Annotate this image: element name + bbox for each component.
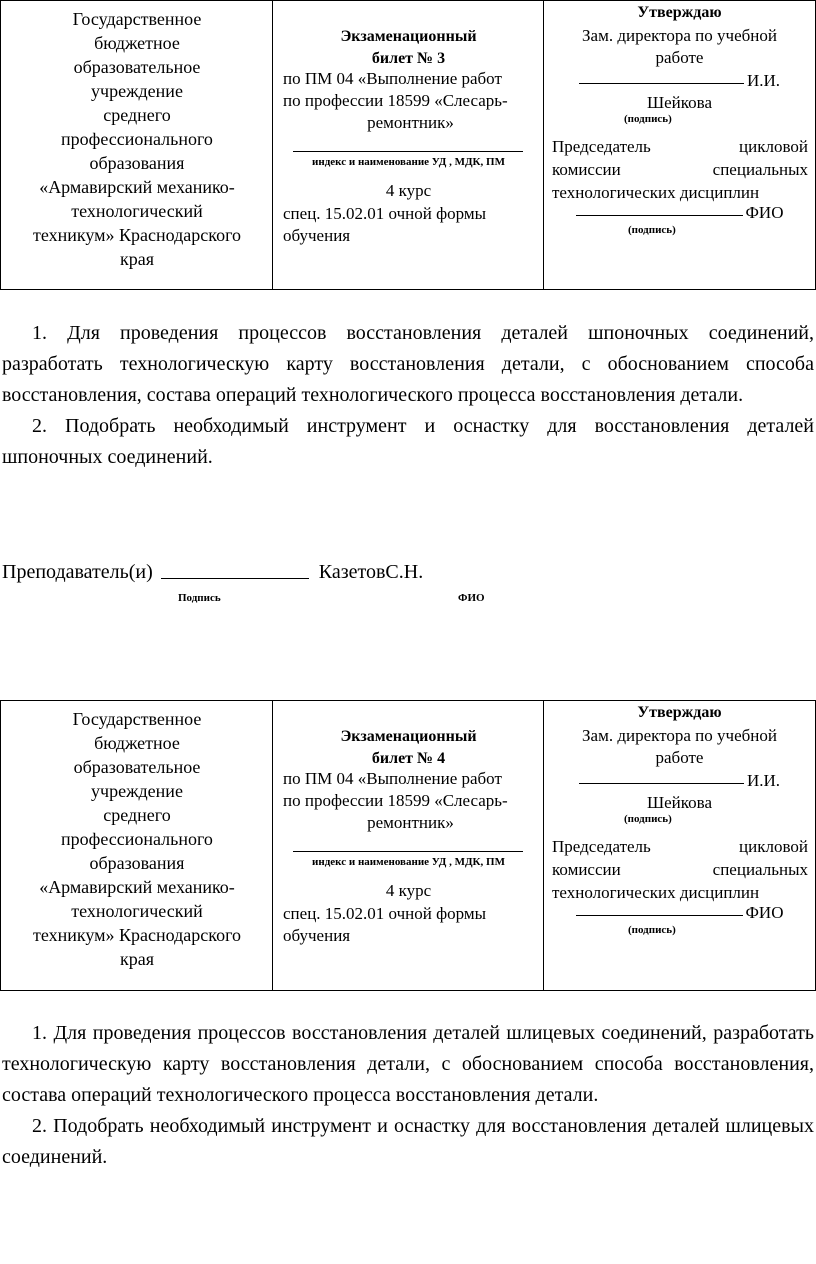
institution-line: бюджетное (94, 733, 180, 753)
chair-word: Председатель (552, 837, 651, 856)
course-label: 4 курс (385, 181, 432, 200)
task-item: 2. Подобрать необходимый инструмент и оснастку для восстановления деталей шлицевых соединений. (2, 1115, 814, 1168)
course-label: 4 курс (385, 881, 432, 900)
institution-line: Государственное (72, 709, 202, 729)
chair-commission (552, 835, 808, 904)
institution-line: профессионального (61, 129, 213, 149)
approval-cell (544, 701, 815, 990)
institution-line: края (119, 949, 154, 969)
chair-word: специальных (712, 860, 808, 879)
spec-line: обучения (283, 226, 351, 245)
approve-position (544, 25, 815, 69)
institution-name (1, 7, 273, 271)
chair-commission (552, 135, 808, 204)
institution-cell (1, 1, 273, 289)
institution-line: образовательное (73, 757, 201, 777)
institution-line: края (119, 249, 154, 269)
approve-position (544, 725, 815, 769)
index-caption: индекс и наименование УД , МДК, ПМ (312, 856, 505, 868)
chair-signature-row (544, 203, 815, 223)
signature-caption: (подпись) (624, 813, 672, 825)
index-underline (293, 151, 523, 152)
approve-title: Утверждаю (637, 4, 722, 21)
subject-description (283, 768, 538, 834)
institution-line: техникум» Краснодарского (32, 925, 242, 945)
institution-line: образования (89, 153, 185, 173)
institution-line: технологический (71, 201, 203, 221)
subject-line: ремонтник» (367, 113, 454, 132)
chair-fio: ФИО (745, 903, 784, 922)
institution-line: среднего (103, 805, 171, 825)
task-item: 1. Для проведения процессов восстановления деталей шлицевых соединений, разработать технологическую карту восстановления детали, с обоснованием способа восстановления, состава операций технологического процесса восстановления детали. (2, 1022, 814, 1106)
institution-line: «Армавирский механико- (39, 177, 235, 197)
institution-name (1, 707, 273, 971)
chair-fio: ФИО (745, 203, 784, 222)
signature-line (579, 83, 744, 84)
index-underline (293, 851, 523, 852)
institution-line: бюджетное (94, 33, 180, 53)
ticket-number: билет № 4 (371, 750, 446, 767)
approve-initials: И.И. (746, 71, 781, 90)
ticket-header-table (0, 0, 816, 290)
approval-cell (544, 1, 815, 289)
subject-description (283, 68, 538, 134)
institution-line: среднего (103, 105, 171, 125)
institution-line: техникум» Краснодарского (32, 225, 242, 245)
approve-signature-row (544, 71, 815, 91)
chair-line: технологических дисциплин (552, 183, 760, 202)
chair-line (552, 158, 808, 181)
institution-line: учреждение (91, 781, 183, 801)
institution-cell (1, 701, 273, 990)
approve-surname: Шейкова (646, 93, 713, 112)
approve-line: Зам. директора по учебной (582, 26, 777, 45)
chair-word: специальных (712, 160, 808, 179)
task-item: 2. Подобрать необходимый инструмент и оснастку для восстановления деталей шпоночных соединений. (2, 415, 814, 468)
signature-line (576, 915, 743, 916)
signature-line (579, 783, 744, 784)
exam-ticket-cell (273, 701, 544, 990)
chair-word: Председатель (552, 137, 651, 156)
institution-line: профессионального (61, 829, 213, 849)
ticket-tasks (2, 1018, 814, 1173)
subject-line: по профессии 18599 «Слесарь- (283, 791, 508, 810)
approve-line: работе (655, 748, 704, 767)
teacher-label: Преподаватель(и) (2, 561, 153, 583)
institution-line: технологический (71, 901, 203, 921)
spec-line: спец. 15.02.01 очной формы (283, 904, 487, 923)
exam-label: Экзаменационный (340, 28, 477, 45)
chair-line (552, 835, 808, 858)
chair-word: комиссии (552, 860, 621, 879)
exam-ticket-cell (273, 1, 544, 289)
signature-line (576, 215, 743, 216)
signature-caption: (подпись) (628, 924, 676, 936)
teacher-signature-caption: Подпись (178, 592, 221, 604)
exam-label: Экзаменационный (340, 728, 477, 745)
chair-word: комиссии (552, 160, 621, 179)
approve-initials: И.И. (746, 771, 781, 790)
spec-line: обучения (283, 926, 351, 945)
signature-caption: (подпись) (628, 224, 676, 236)
chair-line (552, 135, 808, 158)
institution-line: образовательное (73, 57, 201, 77)
subject-line: по ПМ 04 «Выполнение работ (283, 69, 502, 88)
approve-line: Зам. директора по учебной (582, 726, 777, 745)
ticket-tasks (2, 318, 814, 473)
subject-line: по профессии 18599 «Слесарь- (283, 91, 508, 110)
ticket-number: билет № 3 (371, 50, 446, 67)
specialty-description (283, 903, 538, 947)
institution-line: учреждение (91, 81, 183, 101)
chair-line: технологических дисциплин (552, 883, 760, 902)
institution-line: «Армавирский механико- (39, 877, 235, 897)
specialty-description (283, 203, 538, 247)
task-item: 1. Для проведения процессов восстановления деталей шпоночных соединений, разработать технологическую карту восстановления детали, с обоснованием способа восстановления, состава операций технологического процесса восстановления детали. (2, 322, 814, 406)
teacher-name: КазетовС.Н. (318, 561, 424, 583)
subject-line: ремонтник» (367, 813, 454, 832)
exam-ticket-heading (273, 26, 544, 70)
signature-caption: (подпись) (624, 113, 672, 125)
teacher-signature-row (2, 561, 423, 584)
subject-line: по ПМ 04 «Выполнение работ (283, 769, 502, 788)
signature-line (161, 578, 309, 579)
teacher-fio-caption: ФИО (458, 592, 485, 604)
institution-line: Государственное (72, 9, 202, 29)
ticket-header-table (0, 700, 816, 991)
chair-line (552, 858, 808, 881)
chair-signature-row (544, 903, 815, 923)
index-caption: индекс и наименование УД , МДК, ПМ (312, 156, 505, 168)
institution-line: образования (89, 853, 185, 873)
chair-word: цикловой (739, 137, 808, 156)
chair-word: цикловой (739, 837, 808, 856)
approve-signature-row (544, 771, 815, 791)
approve-surname: Шейкова (646, 793, 713, 812)
approve-line: работе (655, 48, 704, 67)
spec-line: спец. 15.02.01 очной формы (283, 204, 487, 223)
approve-title: Утверждаю (637, 704, 722, 721)
exam-ticket-heading (273, 726, 544, 770)
